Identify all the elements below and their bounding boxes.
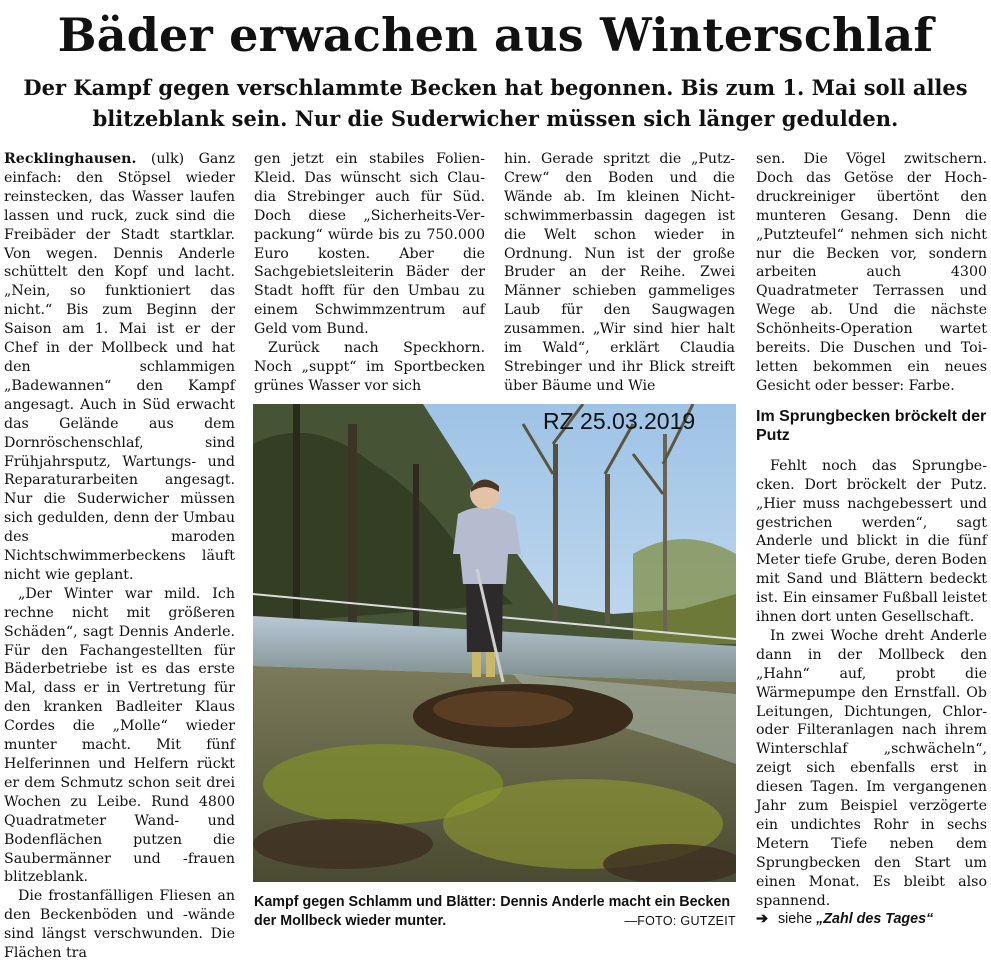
paragraph: Die frostanfälligen Fliesen an den Beckenböden und -wände sind längst verschwunden. Die Flächen tra [4,888,235,962]
article-photo [253,404,736,882]
paragraph: hin. Gerade spritzt die „Putz-Crew“ den Boden und die Wände ab. Im kleinen Nichtschwimmerbassin dagegen ist die Welt schon wieder in Ordnung. Nun ist der große Bruder an der Reihe. Zwei Männer schieben gammeliges Laub für den Saugwagen zusammen. „Wir sind hier halt im Wald“, erklärt Claudia Strebinger und ihr Blick streift über Bäume und Wie [504,151,735,394]
paragraph: (ulk) Ganz einfach: den Stöpsel wieder reinstecken, das Wasser laufen lassen und ruck, zuck sind die Freibäder der Stadt startklar. Von wegen. Dennis Anderle schüttelt den Kopf und lacht. „Nein, so funktioniert das nicht.“ Bis zum Beginn der Saison am 1. Mai ist er der Chef in der Mollbeck und hat den schlammigen „Badewannen“ den Kampf angesagt. Auch in Süd erwacht das Gelände aus dem Dornröschenschlaf, sind Frühjahrsputz, Wartungs- und Reparaturarbeiten angesagt. Nur die Suderwicher müssen sich gedulden, denn der Umbau des maroden Nichtschwimmerbeckens läuft nicht wie geplant. [4,151,235,583]
paragraph: gen jetzt ein stabiles Folien-Kleid. Das wünscht sich Claudia Strebinger auch für Süd. Doch diese „Sicherheits-Verpackung“ würde bis zu 750.000 Euro kosten. Aber die Sachgebietsleiterin Bäder der Stadt hofft für den Umbau zu einem Schwimmzentrum auf Geld vom Bund. [254,151,485,338]
subheadline: Der Kampf gegen verschlammte Becken hat begonnen. Bis zum 1. Mai soll alles blitzeblank sein. Nur die Suderwicher müssen sich länger gedulden. [23,75,968,131]
cross-reference [756,909,987,929]
subheading: Im Sprungbecken bröckelt der Putz [756,407,987,444]
article-column-1 [4,150,235,963]
reference-target: „Zahl des Tages“ [816,911,934,927]
reference-prefix: siehe [777,911,817,927]
paragraph: Zurück nach Speckhorn. Noch „suppt“ im Sportbecken grünes Wasser vor sich [254,340,485,394]
date-stamp: RZ 25.03.2019 [543,408,696,434]
photo-caption [254,893,736,931]
paragraph: In zwei Woche dreht Anderle dann in der Mollbeck den „Hahn“ auf, probt die Wärmepumpe den Ernstfall. Ob Leitungen, Dichtungen, Chlor- oder Filteranlagen nach ihrem Winterschlaf „schwächeln“, zeigt sich ebenfalls erst in diesen Tagen. Im vergangenen Jahr zum Beispiel verzögerte ein undichtes Rohr in sechs Metern Tiefe neben dem Sprungbecken den Start um einen Monat. Es bleibt also spannend. [756,627,987,909]
article-column-2 [254,150,485,396]
article-column-3 [504,150,735,396]
headline: Bäder erwachen aus Winterschlaf [57,8,934,62]
article-column-4 [756,150,987,911]
photo-credit: —FOTO: GUTZEIT [624,914,736,928]
paragraph: sen. Die Vögel zwitschern. Doch das Getöse der Hochdruckreiniger übertönt den munteren Gesang. Denn die „Putzteufel“ nehmen sich nicht nur die Becken vor, sondern arbeiten auch 4300 Quadratmeter Terrassen und Wege ab. Und die nächste Schönheits-Operation wartet bereits. Die Duschen und Toiletten bekommen ein neues Gesicht oder besser: Farbe. [756,151,987,394]
arrow-right-icon: ➔ [756,911,768,927]
paragraph: „Der Winter war mild. Ich rechne nicht mit größeren Schäden“, sagt Dennis Anderle. Für den Fachangestellten für Bäderbetriebe ist es das erste Mal, dass er in Vertretung für den kranken Badleiter Klaus Cordes die „Molle“ wieder munter macht. Mit fünf Helferinnen und Helfern rückt er dem Schmutz schon seit drei Wochen zu Leibe. Rund 4800 Quadratmeter Wand- und Bodenflächen putzen die Saubermänner und -frauen blitzeblank. [4,585,235,886]
paragraph: Fehlt noch das Sprungbecken. Dort bröckelt der Putz. „Hier muss nachgebessert und gestrichen werden“, sagt Anderle und blickt in die fünf Meter tiefe Grube, deren Boden mit Sand und Blättern bedeckt ist. Ein einsamer Fußball leistet ihnen dort unten Gesellschaft. [756,457,987,626]
dateline: Recklinghausen. [4,151,137,167]
caption-text: Kampf gegen Schlamm und Blätter: Dennis Anderle macht ein Becken der Mollbeck wieder munter. [254,894,731,929]
